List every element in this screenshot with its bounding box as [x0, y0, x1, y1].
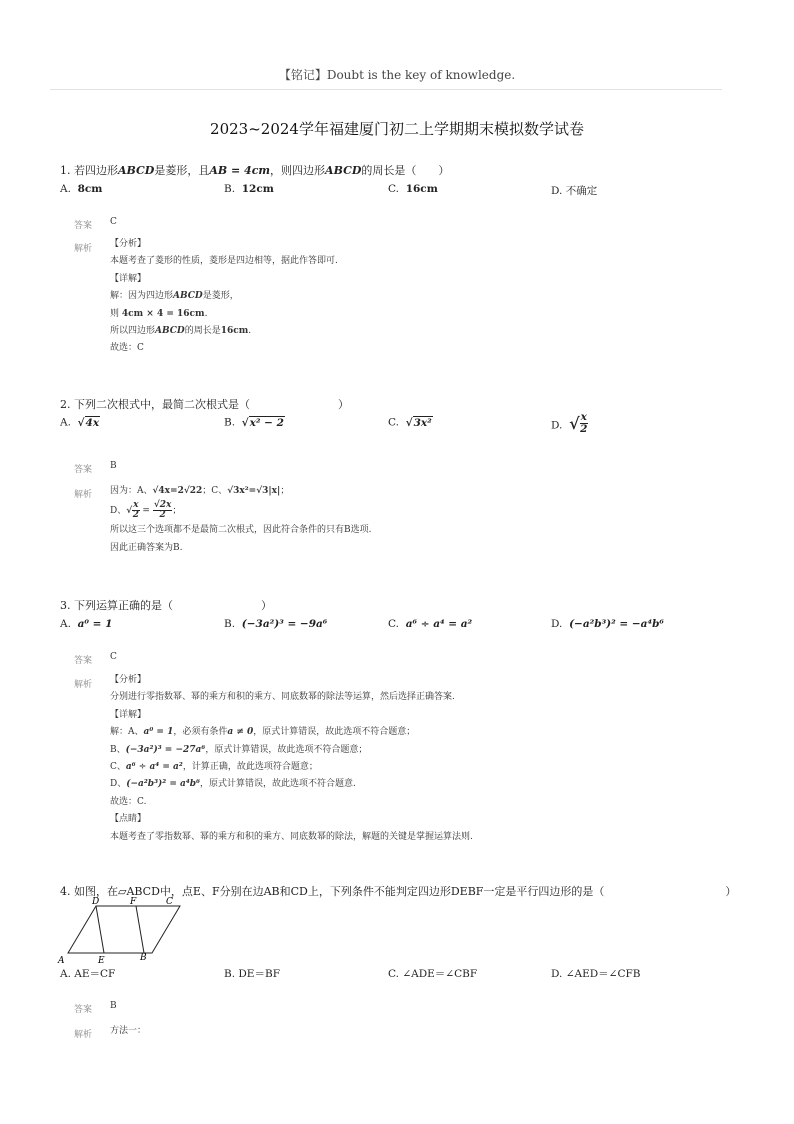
header-divider [50, 89, 722, 90]
q1-answer-label: 答案 [74, 221, 93, 231]
q4-option-d: D. ∠AED＝∠CFB [551, 968, 641, 980]
q4-option-a: A. AE＝CF [60, 968, 116, 980]
parallelogram-figure [54, 896, 184, 966]
label-f: F [130, 897, 137, 907]
q2-answer-label: 答案 [74, 465, 93, 475]
q4-answer-label: 答案 [74, 1005, 93, 1015]
segment-de [96, 906, 104, 953]
q2-answer: B [110, 461, 117, 471]
q4-analysis-label: 解析 [74, 1030, 93, 1040]
segment-bf [136, 906, 144, 953]
q1-option-b: B. 12cm [224, 183, 274, 195]
header-motto: 【铭记】Doubt is the key of knowledge. [278, 68, 516, 82]
q3-option-d: D. (−a²b³)² = −a⁴b⁶ [551, 618, 665, 630]
q3-option-c: C. a⁶ ÷ a⁴ = a² [388, 618, 473, 630]
q1-analysis-label: 解析 [74, 244, 93, 254]
q4-option-c: C. ∠ADE＝∠CBF [388, 968, 478, 980]
q4-stem: 4. 如图，在▱ABCD中，点E、F分别在边AB和CD上，下列条件不能判定四边形DEBF一定是平行四边形的是（ ） [60, 885, 737, 898]
q1-option-a: A. 8cm [60, 183, 103, 195]
label-c: C [166, 897, 173, 907]
q3-answer-label: 答案 [74, 656, 93, 666]
q1-option-c: C. 16cm [388, 183, 438, 195]
parallelogram-abcd [68, 906, 180, 953]
q1-analysis: 【分析】 本题考查了菱形的性质，菱形是四边相等，据此作答即可. 【详解】 解：因为四边形ABCD是菱形， 则 4cm × 4 = 16cm. 所以四边形ABCD的周长是16cm. 故选：C [110, 239, 338, 354]
q1-option-d: D. 不确定 [551, 185, 598, 197]
q2-option-d: D. √ $\frac{x}{2}$ [551, 411, 588, 435]
q2-analysis-label: 解析 [74, 490, 93, 500]
q4-option-b: B. DE＝BF [224, 968, 280, 980]
q3-option-a: A. a⁰ = 1 [60, 618, 113, 630]
q1-answer: C [110, 217, 117, 227]
q3-analysis: 【分析】 分别进行零指数幂、幂的乘方和积的乘方、同底数幂的除法等运算，然后选择正确答案. 【详解】 解：A、a⁰ = 1，必须有条件a ≠ 0，原式计算错误，故此选项不符合题意； B、(−3a²)³ = −27a⁶，原式计算错误，故此选项不符合题意； C、a⁶ ÷ a⁴ = a²，计算正确，故此选项符合题意； D、(−a²b³)² = a⁴b⁶，原式计算错误，故此选项不符合题意. 故选：C. 【点睛】 本题考查了零指数幂、幂的乘方和积的乘方、同底数幂的除法，解题的关键是掌握运算法则. [110, 675, 473, 842]
q2-analysis: 因为：A、√4x=2√22；C、√3x²=√3|x|； D、√ $\frac{x}{2}$ = $\frac{√2x}{2}$ ； 所以这三个选项都不是最简二次根式，因此符合条件的只有B选项. 因此正确答案为B. [110, 486, 372, 553]
q3-option-b: B. (−3a²)³ = −9a⁶ [224, 618, 328, 630]
q3-analysis-label: 解析 [74, 680, 93, 690]
q2-stem: 2. 下列二次根式中，最简二次根式是（ ） [60, 398, 349, 411]
q3-answer: C [110, 652, 117, 662]
q4-analysis: 方法一： [110, 1026, 147, 1036]
q2-option-a: A. √ 4x [60, 416, 100, 429]
q3-stem: 3. 下列运算正确的是（ ） [60, 599, 272, 612]
label-a: A [58, 956, 65, 966]
label-b: B [140, 953, 147, 963]
label-d: D [92, 897, 100, 907]
label-e: E [98, 956, 105, 966]
q2-option-c: C. √ 3x² [388, 416, 432, 429]
page-title: 2023~2024学年福建厦门初二上学期期末模拟数学试卷 [210, 120, 584, 138]
q1-stem: 1. 若四边形ABCD是菱形，且AB = 4cm，则四边形ABCD的周长是（ ） [60, 164, 450, 177]
q4-answer: B [110, 1001, 117, 1011]
q2-option-b: B. √ x² − 2 [224, 416, 284, 429]
